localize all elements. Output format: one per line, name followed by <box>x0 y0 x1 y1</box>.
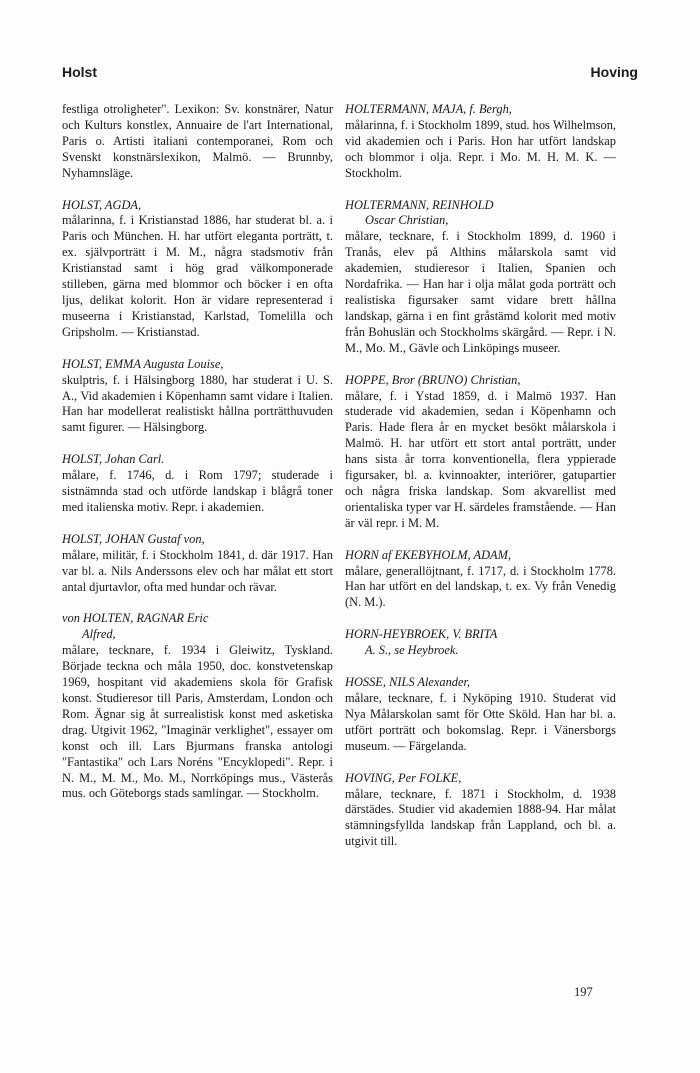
entry-holst-johan-carl <box>62 452 333 516</box>
entry-hoppe-bruno <box>345 373 616 532</box>
entry-horn-af-ekebyholm <box>345 548 616 612</box>
entry-holst-johan-gustaf <box>62 532 333 596</box>
entry-holst-agda <box>62 198 333 341</box>
entry-heading: von HOLTEN, RAGNAR Eric <box>62 611 209 626</box>
entry-heading-continued: Alfred, <box>82 627 116 642</box>
entry-body: skulptris, f. i Hälsingborg 1880, har studerat i U. S. A., Vid akademien i Köpenhamn samt vidare i Italien. Han har modellerat realistiskt hållna porträtthuvuden samt figurer. — Hälsingborg. <box>62 372 333 435</box>
entry-holtermann-maja <box>345 102 616 182</box>
entry-heading: HORN af EKEBYHOLM, ADAM, <box>345 547 512 562</box>
entry-heading: HOLST, Johan Carl. <box>62 452 165 467</box>
entry-body: målare, tecknare, f. i Stockholm 1899, d. 1960 i Tranås, elev på Althins målarskola samt vid akademien, studieresor i Italien, Spanien och Nordafrika. — Han har i olja målat goda porträtt och realistiska figursaker samt vidare brett hållna landskap, gärna i en fint gråstämd kolorit med motiv från Bohuslän och Stockholms skärgård. — Repr. i N. M., Mo. M., Gävle och Linköpings museer. <box>345 229 616 355</box>
entry-hosse-nils <box>345 675 616 755</box>
left-column <box>62 102 333 818</box>
entry-heading: HOLST, JOHAN Gustaf von, <box>62 531 205 546</box>
page-number: 197 <box>574 985 593 999</box>
entry-body: målarinna, f. i Stockholm 1899, stud. hos Wilhelmson, vid akademien och i Paris. Hon har utfört landskap och blommor i olja. Repr. i Mo. M. H. M. K. — Stockholm. <box>345 117 616 180</box>
entry-von-holten-ragnar <box>62 611 333 802</box>
entry-heading: HOVING, Per FOLKE, <box>345 770 462 785</box>
entry-heading: HOLTERMANN, MAJA, f. Bergh, <box>345 102 512 116</box>
entry-heading: HOLTERMANN, REINHOLD <box>345 197 494 212</box>
entry-holtermann-reinhold <box>345 198 616 357</box>
header-right: Hoving <box>590 64 638 80</box>
entry-body: målare, tecknare, f. 1871 i Stockholm, d. 1938 därstädes. Studier vid akademien 1888-94. Har målat stämningsfyllda landskap från Lappland, och bl. a. utgivit till. <box>345 786 616 849</box>
entry-horn-heybroek <box>345 627 616 659</box>
right-column <box>345 102 616 866</box>
header-left: Holst <box>62 64 97 80</box>
entry-heading: HORN-HEYBROEK, V. BRITA <box>345 627 498 642</box>
entry-heading: HOSSE, NILS Alexander, <box>345 675 471 690</box>
entry-heading: HOLST, AGDA, <box>62 197 142 212</box>
entry-body: målare, f. i Ystad 1859, d. i Malmö 1937. Han studerade vid akademien, sedan i Köpenhamn och Paris. Hade flera år en mycket besökt målarskola i Malmö. H. har utfört ett stort antal porträtt, under hans sista år torra konventionella, flera yppierade figursaker, bl. a. kvinnoakter, interiörer, gatupartier och några friska landskap. Som akvarellist med orientaliska typer var H. särdeles framstående. — Han är väl repr. i M. M. <box>345 388 616 530</box>
entry-heading-continued: Oscar Christian, <box>365 213 449 228</box>
entry-body: målarinna, f. i Kristianstad 1886, har studerat bl. a. i Paris och München. H. har utfört eleganta porträtt, t. ex. självporträtt i M. M., några stadsmotiv från Kristianstad samt i hög grad välkomponerade stilleben, gärna med blommor och böcker i en ofta ljus, delikat kolorit. Hon är vidare representerad i museerna i Kristianstad, Karlstad, Tomelilla och Gripsholm. — Kristianstad. <box>62 213 333 339</box>
entry-body: målare, generallöjtnant, f. 1717, d. i Stockholm 1778. Han har utfört en del landskap, t. ex. Vy från Venedig (N. M.). <box>345 563 616 610</box>
entry-continuation: festliga otroligheter". Lexikon: Sv. konstnärer, Natur och Kulturs konstlex, Annuaire de l'art International, Paris o. Artisti italiani contemporanei, Rom och Svenskt konstnärslexikon, Malmö. — Brunnby, Nyhamnsläge. <box>62 102 333 180</box>
entry-holst-emma <box>62 357 333 437</box>
entry-hoving-folke <box>345 771 616 851</box>
entry-body: målare, f. 1746, d. i Rom 1797; studerade i sistnämnda stad och utförde landskap i blågrå toner med italienska motiv. Repr. i akademien. <box>62 468 333 514</box>
entry-heading: HOLST, EMMA Augusta Louise, <box>62 356 224 371</box>
entry-body: målare, militär, f. i Stockholm 1841, d. där 1917. Han var bl. a. Nils Anderssons elev och har målat ett stort antal djurtavlor, ofta med hundar och rävar. <box>62 547 333 594</box>
entry-cross-reference: A. S., se Heybroek. <box>365 643 459 658</box>
entry-body: målare, tecknare, f. i Nyköping 1910. Studerat vid Nya Målarskolan samt för Otte Sköld. Han har bl. a. utfört porträtt och bokomslag. Repr. i Vänersborgs museum. — Färgelanda. <box>345 691 616 753</box>
entry-heading: HOPPE, Bror (BRUNO) Christian, <box>345 372 521 387</box>
entry-body: målare, tecknare, f. 1934 i Gleiwitz, Tyskland. Började teckna och måla 1950, doc. konstvetenskap 1969, hospitant vid akademiens skola för Grafisk konst. Studieresor till Paris, Amsterdam, London och Rom. Ägnar sig åt surrealistisk konst med asketiska drag. Utgivit 1962, "Imaginär verklighet", essayer om konst och ill. Lars Bjurmans franska antologi "Fantastika" och Lars Noréns "Encyklopedi". Repr. i N. M., M. M., Mo. M., Norrköpings mus., Västerås mus. och Göteborgs stads samlingar. — Stockholm. <box>62 643 333 801</box>
